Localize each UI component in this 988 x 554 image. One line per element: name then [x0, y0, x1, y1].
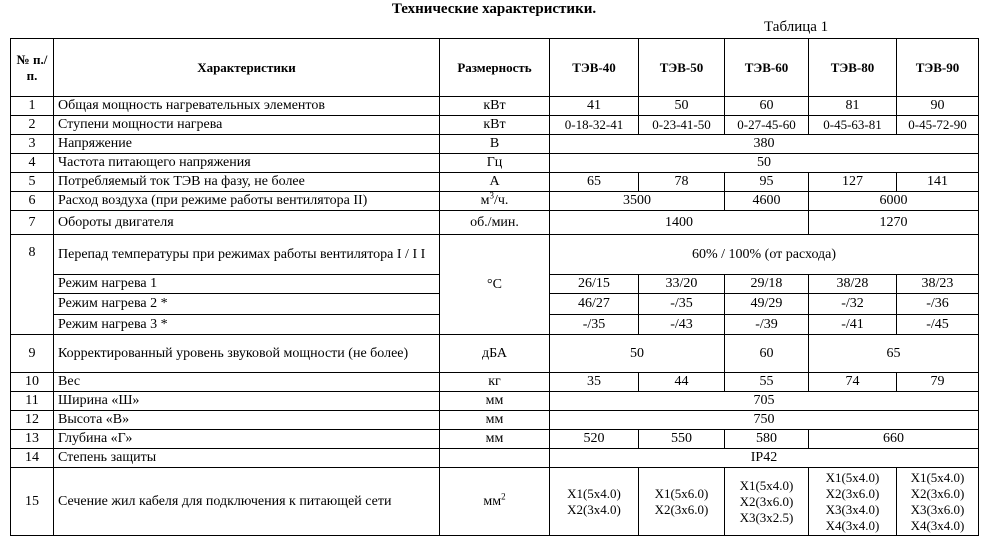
cell-value: 705: [550, 392, 979, 411]
cell-value: 6000: [809, 192, 979, 211]
cell-value: 55: [725, 373, 809, 392]
table-row: [11, 392, 979, 411]
row-unit: $мм^2$: [440, 468, 550, 536]
header-unit: Размерность: [440, 39, 550, 97]
cell-value: X1(5x4.0) X2(3x6.0) X3(3x2.5): [725, 468, 809, 536]
cell-value: X1(5x4.0) X2(3x6.0) X3(3x6.0) X4(3x4.0): [897, 468, 979, 536]
cell-value: 90: [897, 97, 979, 116]
row-number: 4: [11, 154, 54, 173]
cell-value: 0-27-45-60: [725, 116, 809, 135]
cell-value: -/41: [809, 315, 897, 335]
row-name: Ступени мощности нагрева: [54, 116, 440, 135]
cell-value: X1(5x4.0) X2(3x4.0): [550, 468, 639, 536]
cell-value: IP42: [550, 449, 979, 468]
cell-value: 750: [550, 411, 979, 430]
cell-value: 0-45-72-90: [897, 116, 979, 135]
header-characteristics: Характеристики: [54, 39, 440, 97]
cell-value: 550: [639, 430, 725, 449]
row-number: 7: [11, 211, 54, 235]
row-number: 1: [11, 97, 54, 116]
row-name: Режим нагрева 1: [54, 275, 440, 294]
row-unit: А: [440, 173, 550, 192]
cell-value: 60: [725, 335, 809, 373]
row-name: Обороты двигателя: [54, 211, 440, 235]
row-number: 11: [11, 392, 54, 411]
row-number: 8: [11, 235, 54, 335]
cell-value: 50: [639, 97, 725, 116]
table-row: [11, 211, 979, 235]
table-label: Таблица 1: [764, 19, 829, 35]
cell-value: 3500: [550, 192, 725, 211]
header-model: ТЭВ-90: [897, 39, 979, 97]
row-name: Частота питающего напряжения: [54, 154, 440, 173]
row-unit: °C: [440, 235, 550, 335]
cell-value: 46/27: [550, 294, 639, 315]
cell-value: -/35: [639, 294, 725, 315]
cell-value: 60% / 100% (от расхода): [550, 235, 979, 275]
cell-value: 44: [639, 373, 725, 392]
row-name: Ширина «Ш»: [54, 392, 440, 411]
table-row: [11, 173, 979, 192]
row-name: Режим нагрева 3 *: [54, 315, 440, 335]
specs-table: [10, 38, 979, 536]
cell-value: 49/29: [725, 294, 809, 315]
table-row: [11, 135, 979, 154]
cell-value: 74: [809, 373, 897, 392]
cell-value: 0-23-41-50: [639, 116, 725, 135]
cell-value: -/39: [725, 315, 809, 335]
header-num: № п./п.: [11, 39, 54, 97]
row-number: 9: [11, 335, 54, 373]
cell-value: 81: [809, 97, 897, 116]
cell-value: -/36: [897, 294, 979, 315]
row-number: 2: [11, 116, 54, 135]
row-unit: В: [440, 135, 550, 154]
cell-value: 60: [725, 97, 809, 116]
cell-value: 50: [550, 154, 979, 173]
cell-value: X1(5x6.0) X2(3x6.0): [639, 468, 725, 536]
cell-value: 1270: [809, 211, 979, 235]
cell-value: 141: [897, 173, 979, 192]
row-unit: мм: [440, 392, 550, 411]
cell-value: 38/23: [897, 275, 979, 294]
table-row: [11, 235, 979, 275]
row-number: 6: [11, 192, 54, 211]
row-name: Сечение жил кабеля для подключения к питающей сети: [54, 468, 440, 536]
cell-value: 33/20: [639, 275, 725, 294]
row-name: Напряжение: [54, 135, 440, 154]
cell-value: 78: [639, 173, 725, 192]
row-number: 12: [11, 411, 54, 430]
table-row: [11, 97, 979, 116]
cell-value: 50: [550, 335, 725, 373]
table-row: [11, 430, 979, 449]
cell-value: 79: [897, 373, 979, 392]
row-name: Высота «В»: [54, 411, 440, 430]
cell-value: 4600: [725, 192, 809, 211]
cell-value: 29/18: [725, 275, 809, 294]
header-model: ТЭВ-80: [809, 39, 897, 97]
cell-value: 127: [809, 173, 897, 192]
row-name: Перепад температуры при режимах работы вентилятора I / I I: [54, 235, 440, 275]
row-name: Степень защиты: [54, 449, 440, 468]
cell-value: 35: [550, 373, 639, 392]
table-row: [11, 116, 979, 135]
header-row: [11, 39, 979, 97]
row-number: 13: [11, 430, 54, 449]
header-model: ТЭВ-50: [639, 39, 725, 97]
row-unit: мм: [440, 411, 550, 430]
cell-value: 26/15: [550, 275, 639, 294]
cell-value: -/43: [639, 315, 725, 335]
cell-value: 1400: [550, 211, 809, 235]
cell-value: 0-18-32-41: [550, 116, 639, 135]
row-unit: кВт: [440, 97, 550, 116]
row-unit: Гц: [440, 154, 550, 173]
row-name: Корректированный уровень звуковой мощности (не более): [54, 335, 440, 373]
row-unit: об./мин.: [440, 211, 550, 235]
row-unit: $м^3/ч$.: [440, 192, 550, 211]
table-row: [11, 449, 979, 468]
header-model: ТЭВ-60: [725, 39, 809, 97]
row-number: 3: [11, 135, 54, 154]
cell-value: -/35: [550, 315, 639, 335]
cell-value: 520: [550, 430, 639, 449]
table-row: [11, 411, 979, 430]
row-unit: кВт: [440, 116, 550, 135]
cell-value: 0-45-63-81: [809, 116, 897, 135]
row-number: 14: [11, 449, 54, 468]
row-name: Общая мощность нагревательных элементов: [54, 97, 440, 116]
row-name: Вес: [54, 373, 440, 392]
cell-value: 95: [725, 173, 809, 192]
table-row: [11, 335, 979, 373]
cell-value: X1(5x4.0) X2(3x6.0) X3(3x4.0) X4(3x4.0): [809, 468, 897, 536]
table-row: [11, 192, 979, 211]
table-row: [11, 154, 979, 173]
row-unit: [440, 449, 550, 468]
page-title: Технические характеристики.: [391, 1, 597, 17]
header-model: ТЭВ-40: [550, 39, 639, 97]
cell-value: 41: [550, 97, 639, 116]
cell-value: 65: [550, 173, 639, 192]
cell-value: -/45: [897, 315, 979, 335]
row-name: Расход воздуха (при режиме работы вентилятора II): [54, 192, 440, 211]
cell-value: 380: [550, 135, 979, 154]
row-number: 5: [11, 173, 54, 192]
cell-value: 38/28: [809, 275, 897, 294]
row-name: Режим нагрева 2 *: [54, 294, 440, 315]
row-number: 15: [11, 468, 54, 536]
row-number: 10: [11, 373, 54, 392]
table-row: [11, 468, 979, 536]
cell-value: 580: [725, 430, 809, 449]
row-unit: дБА: [440, 335, 550, 373]
row-unit: мм: [440, 430, 550, 449]
table-row: [11, 373, 979, 392]
row-name: Глубина «Г»: [54, 430, 440, 449]
cell-value: 65: [809, 335, 979, 373]
cell-value: 660: [809, 430, 979, 449]
row-unit: кг: [440, 373, 550, 392]
row-name: Потребляемый ток ТЭВ на фазу, не более: [54, 173, 440, 192]
cell-value: -/32: [809, 294, 897, 315]
